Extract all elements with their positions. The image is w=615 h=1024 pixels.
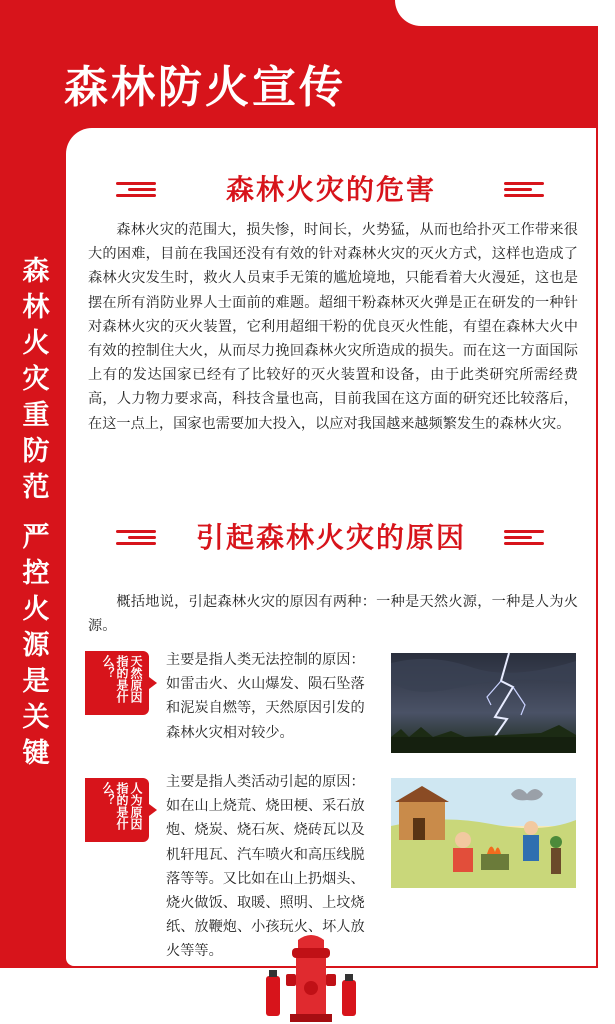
section-title: 森林火灾的危害 <box>225 173 436 206</box>
slogan-line-2: 严控火源是关键 <box>22 522 50 769</box>
section-heading-hazards <box>66 168 596 212</box>
cause-tag-label: 人为原因指的是什么？ <box>101 782 143 830</box>
vertical-slogan <box>14 254 58 784</box>
cause-tag-natural <box>85 651 149 715</box>
natural-cause-text: 主要是指人类无法控制的原因：如雷击火、火山爆发、陨石坠落和泥炭自燃等，天然原因引发的森林火灾相对较少。 <box>166 652 365 741</box>
heading-decoration-right <box>504 530 544 544</box>
heading-decoration-left <box>116 530 156 544</box>
slogan-line-1: 森林火灾重防范 <box>22 256 50 503</box>
section-title: 引起森林火灾的原因 <box>195 521 466 554</box>
page-title: 森林防火宣传 <box>64 62 346 113</box>
hazards-paragraph: 森林火灾的范围大，损失惨，时间长，火势猛，从而也给扑灭工作带来很大的困难，目前在我国还没有有效的针对森林火灾的灭火方式，这样也造成了森林火灾发生时，救火人员束手无策的尴尬境地，只能看着大火漫延，这也是摆在所有消防业界人士面前的难题。超细干粉森林灭火弹是正在研发的一种针对森林火灾的灭火装置，它利用超细干粉的优良灭火性能，有望在森林大火中有效的控制住大火，从而尽力挽回森林火灾所造成的损失。而在这一方面国际上有的发达国家已经有了比较好的灭火装置和设备，由于此类研究所需经费高，人力物力要求高，科技含量也高，目前我国在这方面的研究还比较落后，在这一点上，国家也需要加大投入，以应对我国越来越频繁发生的森林火灾。 <box>88 222 578 432</box>
heading-decoration-left <box>116 182 156 196</box>
causes-intro: 概括地说，引起森林火灾的原因有两种：一种是天然火源，一种是人为火源。 <box>88 594 578 635</box>
content-panel <box>66 128 596 966</box>
fire-hydrant-illustration <box>256 930 366 1024</box>
lightning-photo <box>391 653 576 753</box>
cause-tag-label: 天然原因指的是什么？ <box>101 655 143 703</box>
cause-tag-human <box>85 778 149 842</box>
right-margin <box>598 0 615 1024</box>
human-cause-text: 主要是指人类活动引起的原因：如在山上烧荒、烧田梗、采石放炮、烧炭、烧石灰、烧砖瓦以及机轩甩瓦、汽车喷火和高压线脱落等等。又比如在山上扔烟头、烧火做饭、取暖、照明、上坟烧纸、放鞭炮、小孩玩火、坏人放火等等。 <box>166 774 365 960</box>
heading-decoration-right <box>504 182 544 196</box>
human-activity-illustration <box>391 778 576 888</box>
top-notch <box>395 0 598 26</box>
section-heading-causes <box>66 516 596 560</box>
